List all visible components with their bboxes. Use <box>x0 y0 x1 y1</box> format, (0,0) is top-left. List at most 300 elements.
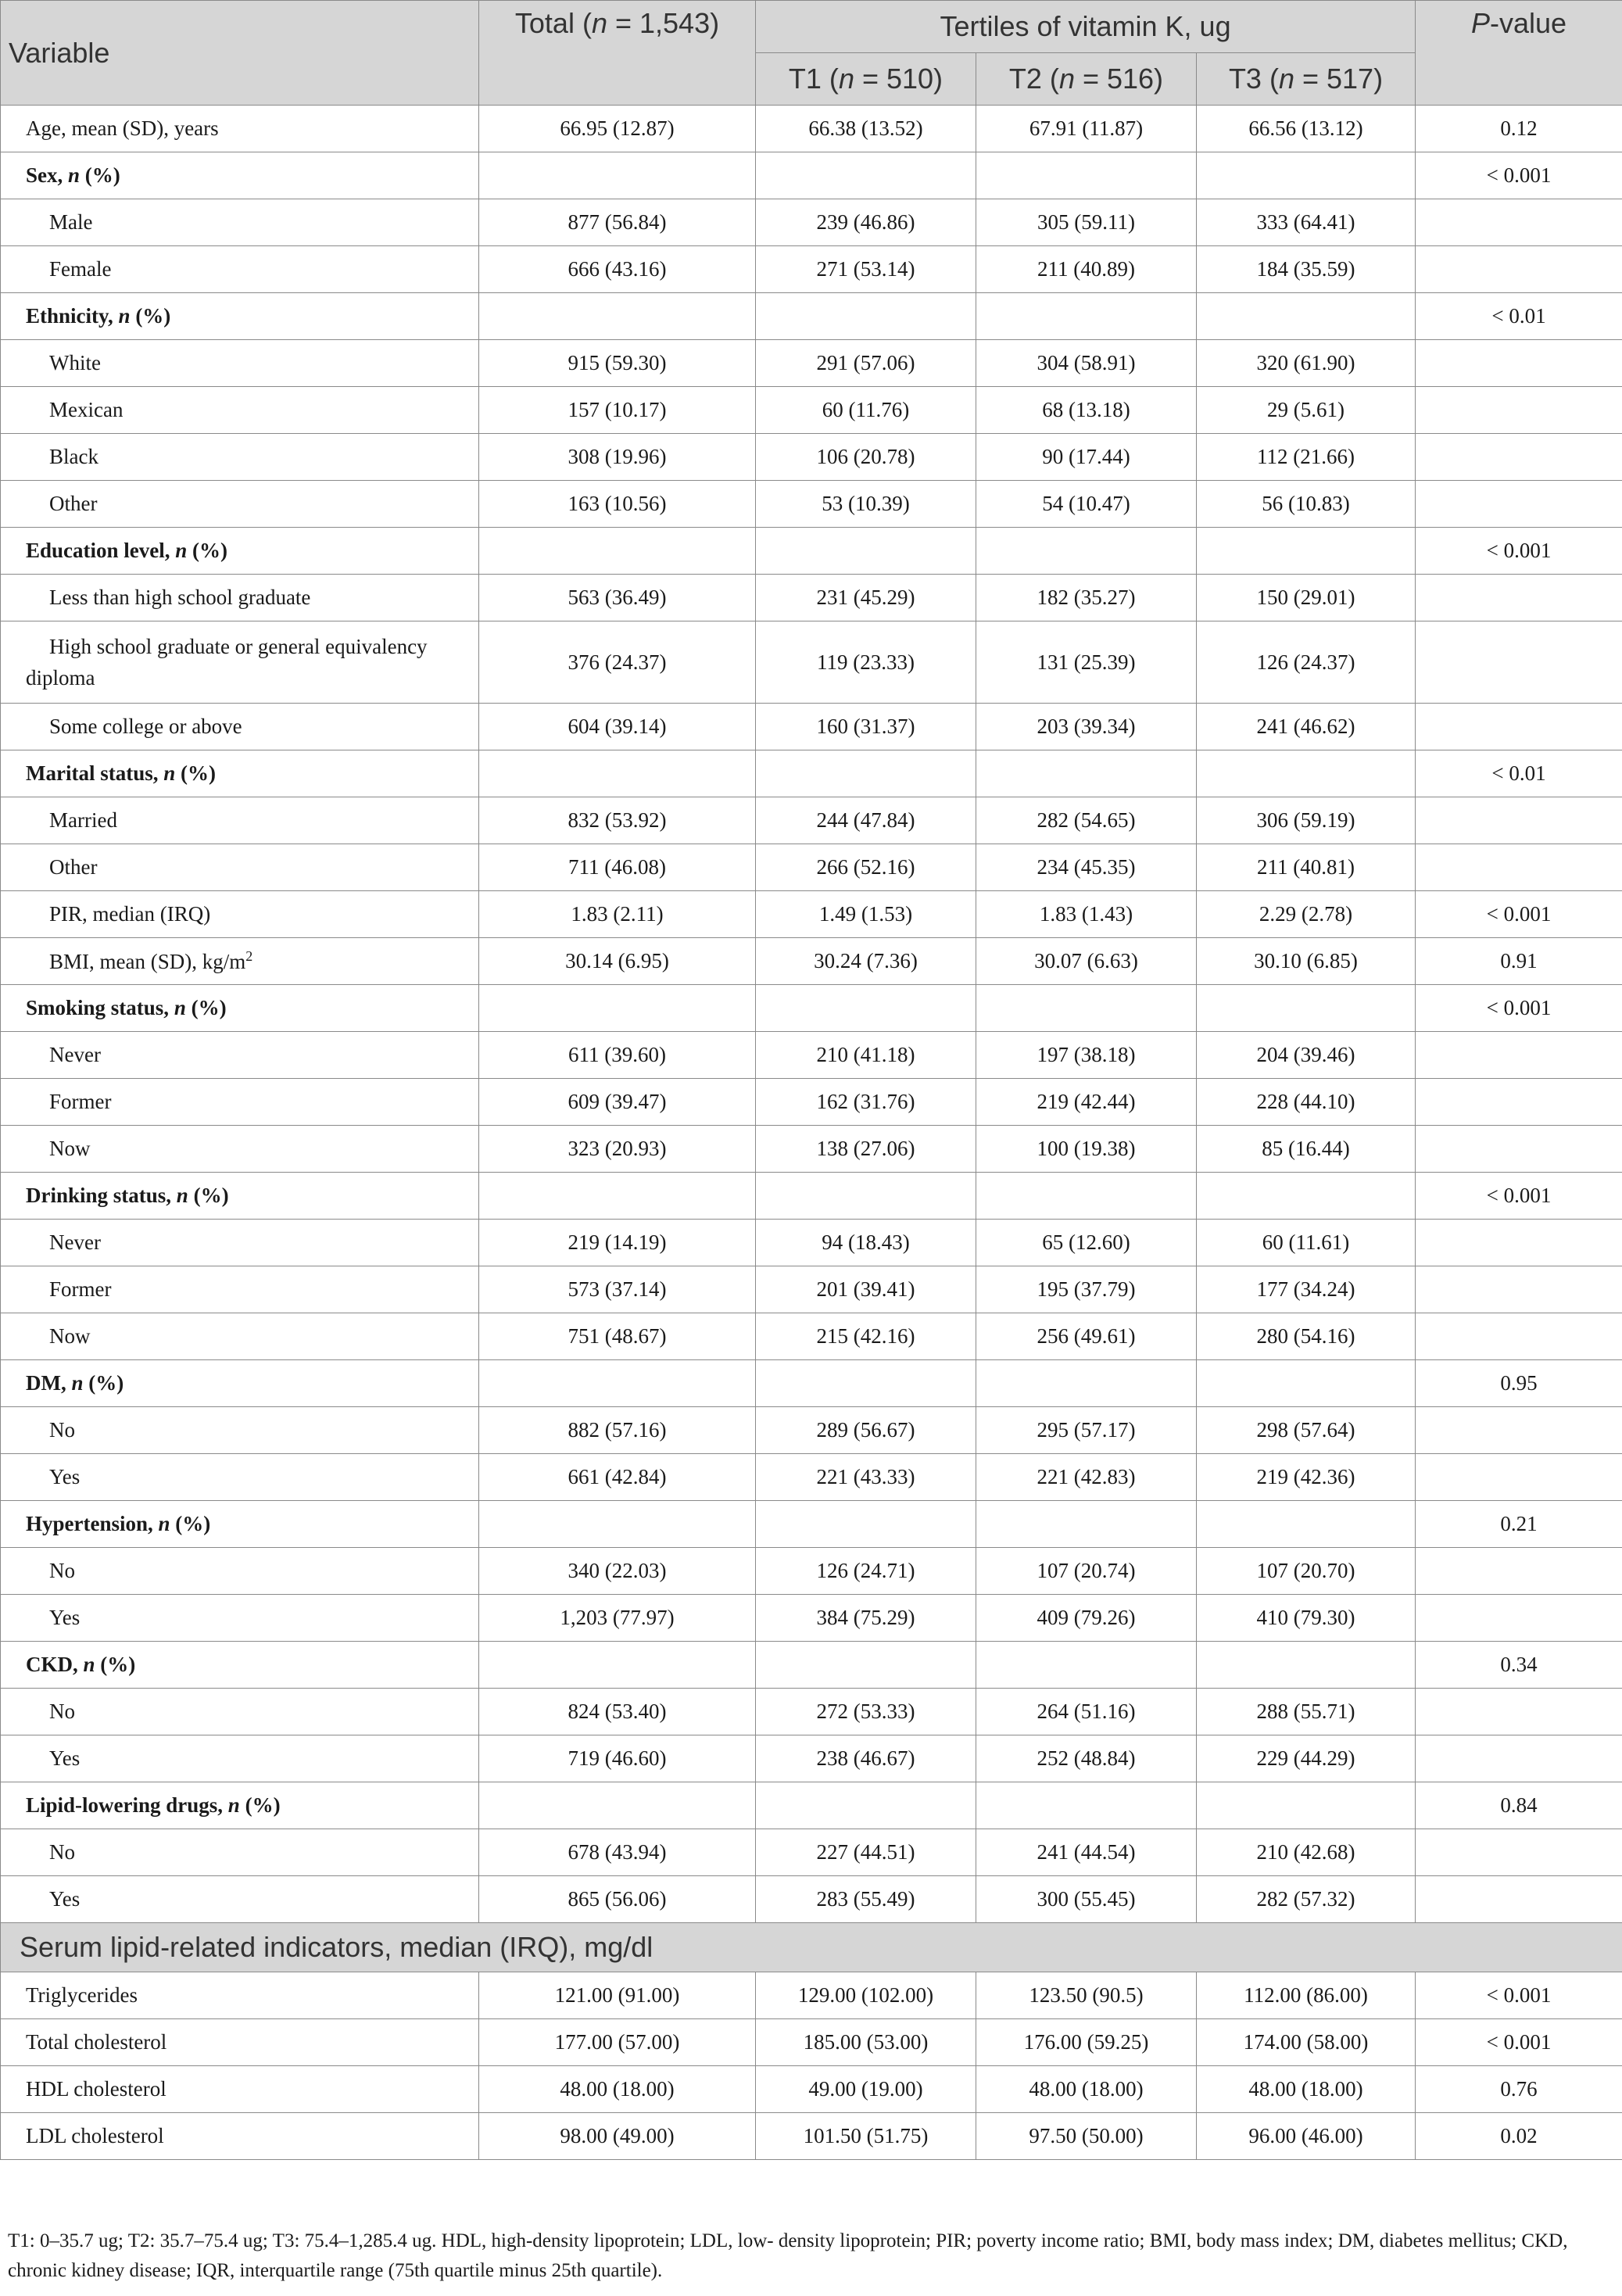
t3-cell: 228 (44.10) <box>1197 1079 1416 1126</box>
pvalue-cell <box>1416 199 1622 246</box>
pvalue-cell <box>1416 1454 1622 1501</box>
t3-cell: 333 (64.41) <box>1197 199 1416 246</box>
table-footnote: T1: 0–35.7 ug; T2: 35.7–75.4 ug; T3: 75.4–1,285.4 ug. HDL, high-density lipoprotein; LDL, low- density lipoprotein; PIR; poverty income ratio; BMI, body mass index; DM, diabetes mellitus; CKD, chronic kidney disease; IQR, interquartile range (75th quartile minus 25th quartile). <box>8 2230 1568 2281</box>
group-label-text: Lipid-lowering drugs, <box>26 1793 228 1817</box>
total-cell: 177.00 (57.00) <box>479 2019 756 2066</box>
t1-cell: 272 (53.33) <box>756 1689 976 1735</box>
group-label-unit: (%) <box>83 1371 124 1395</box>
t3-cell: 219 (42.36) <box>1197 1454 1416 1501</box>
row-label: Never <box>1 1220 479 1266</box>
t1-cell: 53 (10.39) <box>756 481 976 528</box>
t3-cell: 184 (35.59) <box>1197 246 1416 293</box>
total-cell: 609 (39.47) <box>479 1079 756 1126</box>
group-label-unit: (%) <box>170 1512 211 1535</box>
t3-cell <box>1197 1173 1416 1220</box>
t1-cell: 106 (20.78) <box>756 434 976 481</box>
table-row <box>1 199 1622 246</box>
total-cell: 30.14 (6.95) <box>479 938 756 985</box>
t3-cell: 241 (46.62) <box>1197 704 1416 750</box>
t3-cell: 211 (40.81) <box>1197 844 1416 891</box>
pvalue-cell: 0.02 <box>1416 2113 1622 2160</box>
t1-cell: 283 (55.49) <box>756 1876 976 1923</box>
pvalue-cell <box>1416 1079 1622 1126</box>
table-row <box>1 2113 1622 2160</box>
t3-cell <box>1197 750 1416 797</box>
pvalue-cell: 0.34 <box>1416 1642 1622 1689</box>
row-label: Married <box>1 797 479 844</box>
table-row <box>1 1454 1622 1501</box>
total-cell: 66.95 (12.87) <box>479 106 756 152</box>
table-row <box>1 434 1622 481</box>
total-cell: 48.00 (18.00) <box>479 2066 756 2113</box>
t3-cell: 177 (34.24) <box>1197 1266 1416 1313</box>
group-label-unit: (%) <box>187 539 228 562</box>
table-row <box>1 1313 1622 1360</box>
pvalue-cell <box>1416 1829 1622 1876</box>
t3-cell <box>1197 985 1416 1032</box>
total-cell: 219 (14.19) <box>479 1220 756 1266</box>
t2-cell: 176.00 (59.25) <box>976 2019 1197 2066</box>
t3-cell: 174.00 (58.00) <box>1197 2019 1416 2066</box>
t1-cell: 60 (11.76) <box>756 387 976 434</box>
t1-cell <box>756 1173 976 1220</box>
row-label <box>1 938 479 985</box>
group-label <box>1 152 479 199</box>
total-cell: 98.00 (49.00) <box>479 2113 756 2160</box>
pvalue-cell: < 0.001 <box>1416 2019 1622 2066</box>
group-header-row <box>1 293 1622 340</box>
t2-cell: 1.83 (1.43) <box>976 891 1197 938</box>
pvalue-cell: < 0.001 <box>1416 1972 1622 2019</box>
t2-header: T2 (n = 516) <box>976 53 1197 106</box>
group-label-n: n <box>174 996 186 1019</box>
table-row <box>1 2019 1622 2066</box>
group-label-unit: (%) <box>239 1793 281 1817</box>
group-label-n: n <box>118 304 131 328</box>
t3-cell <box>1197 293 1416 340</box>
t3-cell: 30.10 (6.85) <box>1197 938 1416 985</box>
group-header-row <box>1 985 1622 1032</box>
t2-cell: 30.07 (6.63) <box>976 938 1197 985</box>
t3-cell: 112.00 (86.00) <box>1197 1972 1416 2019</box>
row-label-text: BMI, mean (SD), kg/m <box>49 950 246 973</box>
row-label: Yes <box>1 1735 479 1782</box>
pvalue-cell <box>1416 1032 1622 1079</box>
group-label-text: Education level, <box>26 539 176 562</box>
row-label: No <box>1 1829 479 1876</box>
t3-header: T3 (n = 517) <box>1197 53 1416 106</box>
pvalue-cell <box>1416 1266 1622 1313</box>
row-label: Some college or above <box>1 704 479 750</box>
t1-cell <box>756 152 976 199</box>
t3-cell <box>1197 1360 1416 1407</box>
t3-cell <box>1197 152 1416 199</box>
row-label: HDL cholesterol <box>1 2066 479 2113</box>
t3-cell: 85 (16.44) <box>1197 1126 1416 1173</box>
row-label: Triglycerides <box>1 1972 479 2019</box>
t1-cell: 291 (57.06) <box>756 340 976 387</box>
t1-cell: 215 (42.16) <box>756 1313 976 1360</box>
t1-cell: 162 (31.76) <box>756 1079 976 1126</box>
total-cell <box>479 1173 756 1220</box>
pvalue-cell: 0.91 <box>1416 938 1622 985</box>
group-label-n: n <box>176 1184 188 1207</box>
row-label: Yes <box>1 1876 479 1923</box>
group-label-n: n <box>227 1793 240 1817</box>
pvalue-cell <box>1416 1126 1622 1173</box>
t1-cell <box>756 1360 976 1407</box>
t2-cell: 409 (79.26) <box>976 1595 1197 1642</box>
t2-cell <box>976 1501 1197 1548</box>
group-label <box>1 1642 479 1689</box>
variable-header: Variable <box>1 1 479 106</box>
t2-cell: 203 (39.34) <box>976 704 1197 750</box>
table-row <box>1 1220 1622 1266</box>
total-cell: 678 (43.94) <box>479 1829 756 1876</box>
t1-cell: 129.00 (102.00) <box>756 1972 976 2019</box>
total-cell: 865 (56.06) <box>479 1876 756 1923</box>
row-label: Less than high school graduate <box>1 575 479 621</box>
t1-cell: 289 (56.67) <box>756 1407 976 1454</box>
total-cell: 882 (57.16) <box>479 1407 756 1454</box>
t2-cell: 123.50 (90.5) <box>976 1972 1197 2019</box>
t2-cell: 252 (48.84) <box>976 1735 1197 1782</box>
group-label-text: Sex, <box>26 163 68 187</box>
t2-cell <box>976 1360 1197 1407</box>
pvalue-cell: < 0.001 <box>1416 528 1622 575</box>
table-row <box>1 1689 1622 1735</box>
row-label: Mexican <box>1 387 479 434</box>
table-row <box>1 1126 1622 1173</box>
t1-cell: 244 (47.84) <box>756 797 976 844</box>
group-header-row <box>1 152 1622 199</box>
t1-cell <box>756 293 976 340</box>
pvalue-cell <box>1416 340 1622 387</box>
t2-cell: 300 (55.45) <box>976 1876 1197 1923</box>
t1-cell: 384 (75.29) <box>756 1595 976 1642</box>
group-label-unit: (%) <box>130 304 171 328</box>
group-label-n: n <box>83 1653 95 1676</box>
pvalue-cell: < 0.01 <box>1416 750 1622 797</box>
t2-cell <box>976 293 1197 340</box>
t2-cell: 211 (40.89) <box>976 246 1197 293</box>
group-label <box>1 1360 479 1407</box>
total-cell: 376 (24.37) <box>479 621 756 704</box>
row-label: Now <box>1 1313 479 1360</box>
t1-cell: 30.24 (7.36) <box>756 938 976 985</box>
t2-cell <box>976 152 1197 199</box>
table-row <box>1 704 1622 750</box>
group-label <box>1 985 479 1032</box>
table-row <box>1 246 1622 293</box>
table-row <box>1 1972 1622 2019</box>
t1-cell <box>756 1501 976 1548</box>
t2-cell: 256 (49.61) <box>976 1313 1197 1360</box>
table-row <box>1 106 1622 152</box>
pvalue-cell: < 0.01 <box>1416 293 1622 340</box>
t3-cell <box>1197 1782 1416 1829</box>
t1-cell <box>756 985 976 1032</box>
table-row <box>1 575 1622 621</box>
pvalue-cell <box>1416 246 1622 293</box>
t2-cell: 234 (45.35) <box>976 844 1197 891</box>
t3-cell: 2.29 (2.78) <box>1197 891 1416 938</box>
pvalue-cell <box>1416 797 1622 844</box>
row-label: Female <box>1 246 479 293</box>
pvalue-cell <box>1416 704 1622 750</box>
row-label: Total cholesterol <box>1 2019 479 2066</box>
table-row <box>1 797 1622 844</box>
group-label-unit: (%) <box>185 996 227 1019</box>
t1-cell <box>756 1782 976 1829</box>
t1-cell: 221 (43.33) <box>756 1454 976 1501</box>
row-label: No <box>1 1548 479 1595</box>
group-label-text: Smoking status, <box>26 996 174 1019</box>
t2-cell: 100 (19.38) <box>976 1126 1197 1173</box>
t3-cell: 306 (59.19) <box>1197 797 1416 844</box>
t3-cell: 112 (21.66) <box>1197 434 1416 481</box>
t2-cell: 295 (57.17) <box>976 1407 1197 1454</box>
group-label <box>1 750 479 797</box>
pvalue-cell <box>1416 1689 1622 1735</box>
pvalue-cell <box>1416 1548 1622 1595</box>
row-label: PIR, median (IRQ) <box>1 891 479 938</box>
pvalue-cell: 0.76 <box>1416 2066 1622 2113</box>
pvalue-cell <box>1416 434 1622 481</box>
t3-cell: 229 (44.29) <box>1197 1735 1416 1782</box>
t2-cell: 68 (13.18) <box>976 387 1197 434</box>
row-label: Other <box>1 481 479 528</box>
pvalue-header: P-value <box>1416 1 1622 106</box>
total-cell: 877 (56.84) <box>479 199 756 246</box>
section-header-label: Serum lipid-related indicators, median (IRQ), mg/dl <box>1 1923 1622 1972</box>
t3-cell: 210 (42.68) <box>1197 1829 1416 1876</box>
table-row <box>1 621 1622 704</box>
group-label-text: DM, <box>26 1371 72 1395</box>
t2-cell: 65 (12.60) <box>976 1220 1197 1266</box>
t1-cell: 231 (45.29) <box>756 575 976 621</box>
total-cell: 323 (20.93) <box>479 1126 756 1173</box>
group-label-n: n <box>158 1512 170 1535</box>
pvalue-cell <box>1416 1876 1622 1923</box>
t1-cell: 126 (24.71) <box>756 1548 976 1595</box>
t2-cell: 219 (42.44) <box>976 1079 1197 1126</box>
t2-cell: 97.50 (50.00) <box>976 2113 1197 2160</box>
table-row <box>1 340 1622 387</box>
t3-cell: 107 (20.70) <box>1197 1548 1416 1595</box>
t2-cell: 195 (37.79) <box>976 1266 1197 1313</box>
group-label <box>1 1173 479 1220</box>
t2-cell: 48.00 (18.00) <box>976 2066 1197 2113</box>
pvalue-cell <box>1416 1595 1622 1642</box>
pvalue-cell: 0.84 <box>1416 1782 1622 1829</box>
t2-cell: 241 (44.54) <box>976 1829 1197 1876</box>
t3-cell: 298 (57.64) <box>1197 1407 1416 1454</box>
pvalue-cell <box>1416 1313 1622 1360</box>
group-label-text: CKD, <box>26 1653 84 1676</box>
t1-cell: 238 (46.67) <box>756 1735 976 1782</box>
total-cell: 711 (46.08) <box>479 844 756 891</box>
t3-cell: 66.56 (13.12) <box>1197 106 1416 152</box>
t2-cell: 67.91 (11.87) <box>976 106 1197 152</box>
pvalue-cell <box>1416 1220 1622 1266</box>
t1-cell: 210 (41.18) <box>756 1032 976 1079</box>
row-label: Now <box>1 1126 479 1173</box>
t1-cell: 119 (23.33) <box>756 621 976 704</box>
table-row <box>1 1876 1622 1923</box>
total-cell <box>479 152 756 199</box>
total-cell: 563 (36.49) <box>479 575 756 621</box>
group-label-unit: (%) <box>175 761 216 785</box>
table-row <box>1 1407 1622 1454</box>
group-label-n: n <box>71 1371 84 1395</box>
total-cell <box>479 985 756 1032</box>
pvalue-cell <box>1416 621 1622 704</box>
table-row <box>1 891 1622 938</box>
pvalue-cell <box>1416 1735 1622 1782</box>
row-label: No <box>1 1689 479 1735</box>
t2-cell <box>976 1782 1197 1829</box>
group-label-unit: (%) <box>80 163 120 187</box>
group-label-text: Hypertension, <box>26 1512 159 1535</box>
group-label-unit: (%) <box>188 1184 229 1207</box>
t1-cell: 239 (46.86) <box>756 199 976 246</box>
t3-cell: 56 (10.83) <box>1197 481 1416 528</box>
table-row <box>1 1595 1622 1642</box>
table-row <box>1 844 1622 891</box>
t2-cell <box>976 1173 1197 1220</box>
total-cell: 1,203 (77.97) <box>479 1595 756 1642</box>
table-row <box>1 481 1622 528</box>
t1-cell: 185.00 (53.00) <box>756 2019 976 2066</box>
row-label: Yes <box>1 1595 479 1642</box>
t3-cell: 96.00 (46.00) <box>1197 2113 1416 2160</box>
group-label <box>1 293 479 340</box>
group-label-n: n <box>163 761 176 785</box>
t2-cell <box>976 750 1197 797</box>
t3-cell <box>1197 528 1416 575</box>
t3-cell <box>1197 1642 1416 1689</box>
t1-cell: 49.00 (19.00) <box>756 2066 976 2113</box>
t3-cell: 126 (24.37) <box>1197 621 1416 704</box>
total-cell: 163 (10.56) <box>479 481 756 528</box>
group-label-text: Marital status, <box>26 761 164 785</box>
group-label <box>1 1782 479 1829</box>
pvalue-cell: < 0.001 <box>1416 152 1622 199</box>
group-header-row <box>1 1501 1622 1548</box>
pvalue-cell: 0.12 <box>1416 106 1622 152</box>
group-label-n: n <box>68 163 81 187</box>
t1-cell <box>756 528 976 575</box>
row-label: High school graduate or general equivalency diploma <box>1 621 479 704</box>
t3-cell: 282 (57.32) <box>1197 1876 1416 1923</box>
t3-cell: 410 (79.30) <box>1197 1595 1416 1642</box>
t1-cell: 138 (27.06) <box>756 1126 976 1173</box>
total-cell <box>479 750 756 797</box>
total-cell <box>479 1782 756 1829</box>
t3-cell: 150 (29.01) <box>1197 575 1416 621</box>
t2-cell: 264 (51.16) <box>976 1689 1197 1735</box>
t2-cell: 304 (58.91) <box>976 340 1197 387</box>
total-cell: 832 (53.92) <box>479 797 756 844</box>
pvalue-cell <box>1416 844 1622 891</box>
total-cell <box>479 1642 756 1689</box>
total-cell <box>479 293 756 340</box>
pvalue-cell <box>1416 1407 1622 1454</box>
row-label-superscript: 2 <box>245 948 253 964</box>
row-label: Former <box>1 1266 479 1313</box>
t3-cell: 60 (11.61) <box>1197 1220 1416 1266</box>
t3-cell: 320 (61.90) <box>1197 340 1416 387</box>
t2-cell: 197 (38.18) <box>976 1032 1197 1079</box>
t3-cell: 280 (54.16) <box>1197 1313 1416 1360</box>
t3-cell: 29 (5.61) <box>1197 387 1416 434</box>
row-label: Other <box>1 844 479 891</box>
total-cell: 666 (43.16) <box>479 246 756 293</box>
t1-cell <box>756 1642 976 1689</box>
t1-cell: 201 (39.41) <box>756 1266 976 1313</box>
row-label: No <box>1 1407 479 1454</box>
pvalue-cell <box>1416 575 1622 621</box>
t2-cell: 282 (54.65) <box>976 797 1197 844</box>
pvalue-cell <box>1416 387 1622 434</box>
t1-cell: 160 (31.37) <box>756 704 976 750</box>
t1-cell: 1.49 (1.53) <box>756 891 976 938</box>
t3-cell: 288 (55.71) <box>1197 1689 1416 1735</box>
table-row <box>1 387 1622 434</box>
group-label-n: n <box>175 539 188 562</box>
section-header-row <box>1 1923 1622 1972</box>
total-cell: 121.00 (91.00) <box>479 1972 756 2019</box>
group-header-row <box>1 1360 1622 1407</box>
row-label: Former <box>1 1079 479 1126</box>
group-header-row <box>1 750 1622 797</box>
row-label: Age, mean (SD), years <box>1 106 479 152</box>
total-cell: 915 (59.30) <box>479 340 756 387</box>
table-row <box>1 1829 1622 1876</box>
row-label: Yes <box>1 1454 479 1501</box>
t3-cell: 204 (39.46) <box>1197 1032 1416 1079</box>
group-header-row <box>1 1642 1622 1689</box>
row-label: Black <box>1 434 479 481</box>
pvalue-cell: < 0.001 <box>1416 891 1622 938</box>
table-body <box>1 106 1622 2160</box>
group-header-row <box>1 528 1622 575</box>
t2-cell <box>976 528 1197 575</box>
t1-cell: 101.50 (51.75) <box>756 2113 976 2160</box>
t1-cell: 227 (44.51) <box>756 1829 976 1876</box>
total-cell: 573 (37.14) <box>479 1266 756 1313</box>
row-label: White <box>1 340 479 387</box>
table-row <box>1 1548 1622 1595</box>
t2-cell: 182 (35.27) <box>976 575 1197 621</box>
group-label-text: Ethnicity, <box>26 304 119 328</box>
row-label: LDL cholesterol <box>1 2113 479 2160</box>
tertiles-header: Tertiles of vitamin K, ug <box>756 1 1416 53</box>
total-cell <box>479 1360 756 1407</box>
total-cell: 719 (46.60) <box>479 1735 756 1782</box>
total-cell: 308 (19.96) <box>479 434 756 481</box>
t3-cell <box>1197 1501 1416 1548</box>
pvalue-cell <box>1416 481 1622 528</box>
t2-cell <box>976 985 1197 1032</box>
row-label: Never <box>1 1032 479 1079</box>
table-header <box>1 1 1622 106</box>
t2-cell: 107 (20.74) <box>976 1548 1197 1595</box>
pvalue-cell: < 0.001 <box>1416 1173 1622 1220</box>
t1-cell: 94 (18.43) <box>756 1220 976 1266</box>
total-cell: 661 (42.84) <box>479 1454 756 1501</box>
